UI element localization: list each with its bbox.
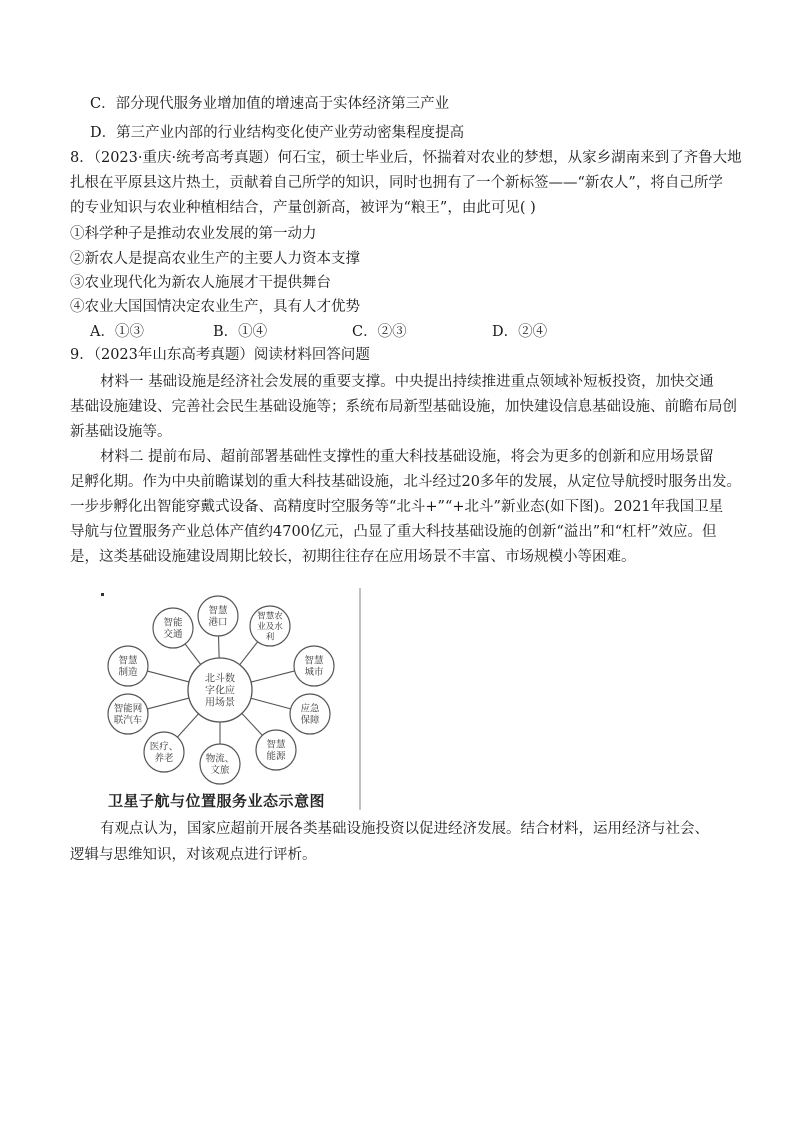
statement-1: ①科学种子是推动农业发展的第一动力 [70,226,317,242]
material-2-line-2: 足孵化期。作为中央前瞻谋划的重大科技基础设施，北斗经过20多年的发展，从定位导航授时服务出发。 [70,474,741,490]
application-node [108,646,148,686]
option-c-prev-question: C．部分现代服务业增加值的增速高于实体经济第三产业 [90,96,450,112]
option-d: D．②④ [492,324,548,340]
question-9-heading: 9．（2023年山东高考真题）阅读材料回答问题 [70,347,370,363]
node-label: 智慧 [304,655,324,667]
node-label: 智慧农 [257,611,283,622]
spoke-line [147,698,189,709]
material-1-line-3: 新基础设施等。 [70,424,172,440]
node-label: 智慧 [118,655,138,667]
statement-4: ④农业大国国情决定农业生产，具有人才优势 [70,299,360,315]
question-8-stem-line-1: 8．（2023·重庆·统考高考真题）何石宝，硕士毕业后，怀揣着对农业的梦想，从家乡湖南来到了齐鲁大地 [70,150,742,166]
node-label: 联汽车 [113,715,143,727]
node-label: 用场景 [205,697,235,709]
center-node [188,658,252,722]
statement-2: ②新农人是提高农业生产的主要人力资本支撑 [70,251,360,267]
option-c: C．②③ [352,324,407,340]
option-a: A．①③ [90,324,144,340]
beidou-application-diagram [98,588,362,810]
answer-options [90,320,730,338]
application-node [256,730,296,770]
node-label: 能源 [266,751,286,763]
spoke-line [185,644,201,665]
node-label: 智能 [163,617,183,629]
application-node [294,646,334,686]
application-node [200,744,240,784]
question-9-prompt-line-2: 逻辑与思维知识，对该观点进行评析。 [70,847,317,863]
spoke-line [242,713,263,735]
node-label: 智慧 [208,605,228,617]
option-b: B．①④ [213,324,268,340]
node-label: 养老 [154,753,174,765]
node-label: 保障 [300,715,320,727]
application-node [250,606,290,646]
spoke-line [177,714,198,737]
corner-mark [101,593,104,596]
spoke-line [251,671,295,682]
node-label: 交通 [163,629,183,641]
question-8-stem-line-2: 扎根在平原县这片热土，贡献着自己所学的知识，同时也拥有了一个新标签——“新农人”，将自己所学 [70,175,723,191]
application-node [290,694,330,734]
material-2-line-3: 一步步孵化出智能穿戴式设备、高精度时空服务等“北斗+”“+北斗”新业态(如下图)。2021年我国卫星 [70,499,724,515]
figure-caption: 卫星子航与位置服务业态示意图 [108,792,326,810]
application-node [108,694,148,734]
node-label: 北斗数 [205,673,235,685]
spoke-line [240,642,258,665]
node-label: 文旅 [210,765,230,777]
question-9-prompt-line-1: 有观点认为，国家应超前开展各类基础设施投资以促进经济发展。结合材料，运用经济与社会、 [100,821,709,837]
option-d-prev-question: D．第三产业内部的行业结构变化使产业劳动密集程度提高 [90,125,465,141]
material-2-line-5: 是，这类基础设施建设周期比较长，初期往往存在应用场景不丰富、市场规模小等困难。 [70,549,636,565]
application-node [153,608,193,648]
node-label: 业及水 [257,621,283,632]
node-label: 物流、 [205,753,235,765]
spoke-line [251,698,291,709]
node-label: 智慧 [266,739,286,751]
node-label: 字化应 [205,685,235,697]
application-node [144,732,184,772]
node-label: 智能网 [113,703,143,715]
diagram-svg [98,588,362,810]
material-1-line-2: 基础设施建设、完善社会民生基础设施等；系统布局新型基础设施，加快建设信息基础设施、前瞻布局创 [70,399,737,415]
statement-3: ③农业现代化为新农人施展才干提供舞台 [70,275,331,291]
spoke-line [147,671,189,682]
application-node [198,596,238,636]
node-label: 应急 [300,703,320,715]
question-8-stem-line-3: 的专业知识与农业种植相结合，产量创新高，被评为“粮王”，由此可见( ) [70,200,536,216]
material-2-line-1: 材料二 提前布局、超前部署基础性支撑性的重大科技基础设施，将会为更多的创新和应用场景留 [100,449,714,465]
node-label: 制造 [118,667,138,679]
node-label: 港口 [208,617,228,629]
node-label: 医疗、 [149,741,179,753]
spoke-line [219,636,220,658]
node-label: 利 [265,632,275,643]
material-2-line-4: 导航与位置服务产业总体产值约4700亿元，凸显了重大科技基础设施的创新“溢出”和“杠杆”效应。但 [70,524,717,540]
node-label: 城市 [304,667,324,679]
material-1-line-1: 材料一 基础设施是经济社会发展的重要支撑。中央提出持续推进重点领域补短板投资，加快交通 [100,374,714,390]
